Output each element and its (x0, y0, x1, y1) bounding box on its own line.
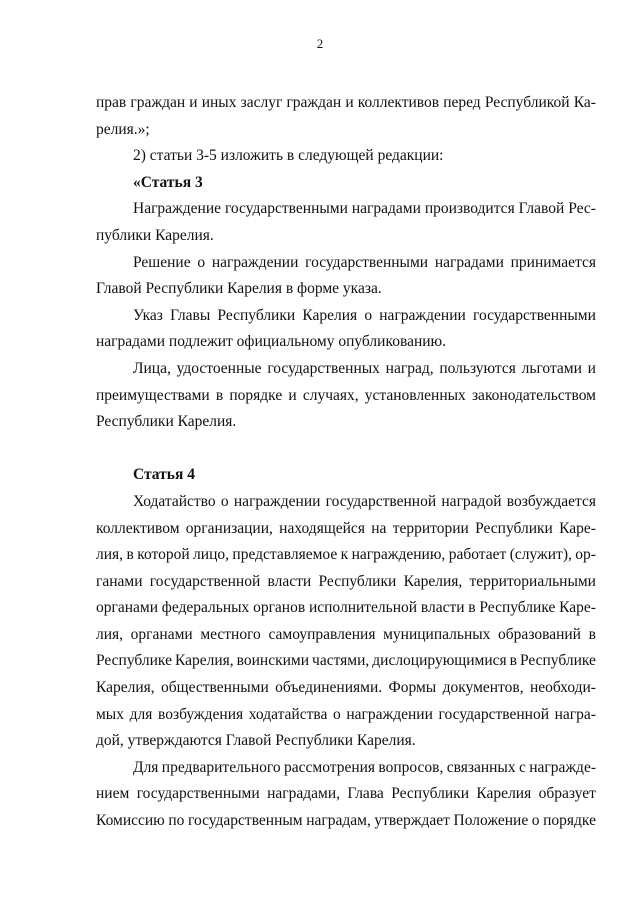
text-line: Указ Главы Республики Карелия о награждении государственными (133, 306, 596, 324)
text-line: «Статья 3 (133, 173, 203, 191)
text-line: дой, утверждаются Главой Республики Карелия. (96, 732, 416, 750)
text-line: Для предварительного рассмотрения вопросов, связанных с награжде- (133, 758, 596, 776)
paragraph (96, 90, 596, 143)
text-line: Республики Карелия. (96, 413, 237, 431)
paragraph (96, 250, 596, 303)
text-line: Главой Республики Карелия в форме указа. (96, 280, 382, 298)
paragraph (96, 196, 596, 249)
text-line: Карелия, общественными объединениями. Формы документов, необходи- (96, 679, 596, 697)
text-line: публики Карелия. (96, 226, 214, 244)
paragraph (96, 143, 596, 170)
text-line: прав граждан и иных заслуг граждан и коллективов перед Республикой Ка- (96, 94, 596, 111)
page-number: 2 (316, 36, 324, 51)
text-line: Комиссию по государственным наградам, утверждает Положение о порядке (96, 812, 596, 830)
paragraph (96, 489, 596, 755)
text-line: Ходатайство о награждении государственной наградой возбуждается (133, 492, 596, 510)
text-line: Награждение государственными наградами производится Главой Рес- (133, 200, 596, 218)
document-body (96, 90, 596, 835)
article-heading (96, 462, 596, 489)
text-line: релия.»; (96, 120, 150, 138)
text-line: Республике Карелия, воинскими частями, дислоцирующимися в Республике (96, 652, 596, 670)
text-line: лия, органами местного самоуправления муниципальных образований в (96, 625, 596, 643)
paragraph (96, 303, 596, 356)
text-line: 2) статьи 3-5 изложить в следующей редакции: (133, 147, 444, 165)
text-line: нием государственными наградами, Глава Республики Карелия образует (96, 785, 596, 803)
text-line: Статья 4 (133, 466, 195, 484)
text-line: Лица, удостоенные государственных наград, пользуются льготами и (133, 359, 596, 377)
paragraph (96, 356, 596, 436)
text-line: органами федеральных органов исполнительной власти в Республике Каре- (96, 599, 596, 617)
text-line: ганами государственной власти Республики Карелия, территориальными (96, 572, 596, 590)
paragraph (96, 755, 596, 835)
text-line: Решение о награждении государственными наградами принимается (133, 253, 596, 271)
article-heading (96, 170, 596, 197)
text-line: преимуществами в порядке и случаях, установленных законодательством (96, 386, 596, 404)
text-line: коллективом организации, находящейся на территории Республики Каре- (96, 519, 596, 537)
text-line: наградами подлежит официальному опубликованию. (96, 333, 446, 351)
text-line: лия, в которой лицо, представляемое к награждению, работает (служит), ор- (96, 546, 596, 564)
text-line: мых для возбуждения ходатайства о награждении государственной награ- (96, 705, 596, 723)
paragraph-gap (96, 436, 596, 463)
